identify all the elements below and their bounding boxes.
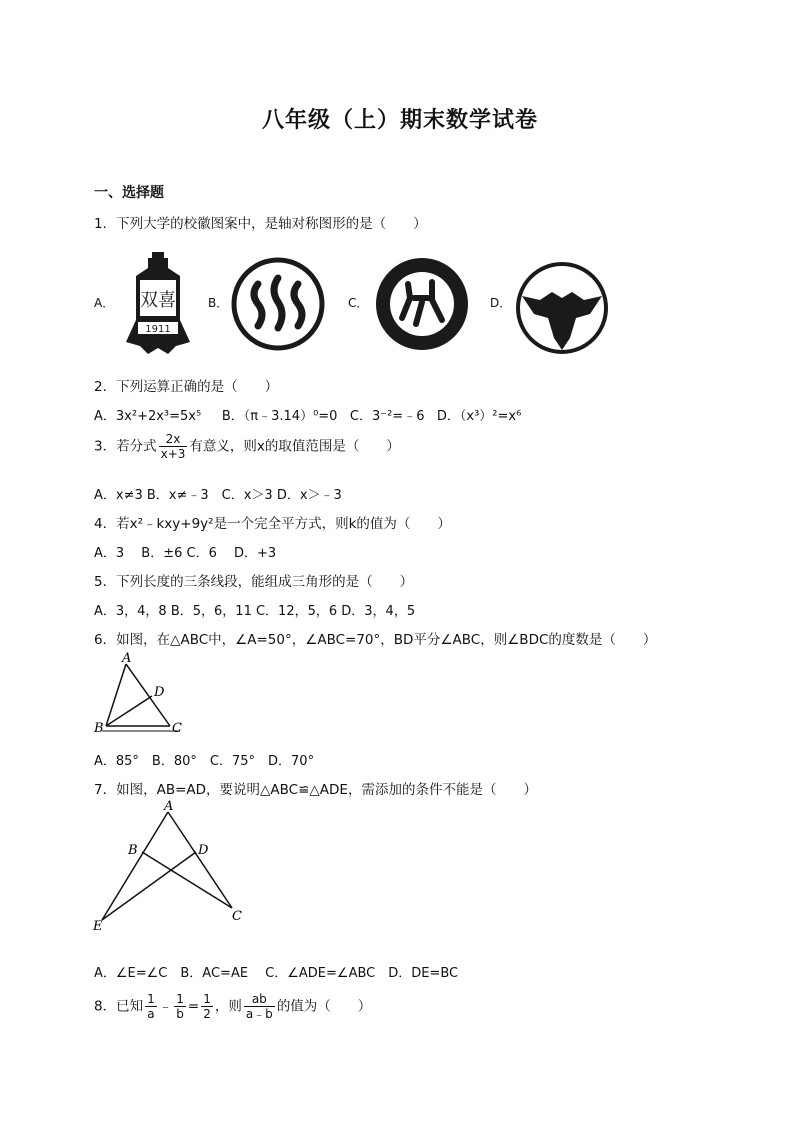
eagle-emblem-icon [512, 262, 612, 354]
q2-option-c: C．3⁻²=﹣6 [349, 409, 425, 424]
emblem-year: 1911 [145, 324, 171, 335]
q8-f4-denominator: a﹣b [245, 1007, 273, 1021]
triangles-ade-abc-figure [90, 800, 250, 935]
q1-option-d-label: D． [490, 296, 512, 310]
section-heading: 一、选择题 [94, 185, 164, 201]
q8-f3-denominator: 2 [203, 1007, 211, 1021]
page-title: 八年级（上）期末数学试卷 [261, 108, 538, 133]
wave-emblem-icon [230, 256, 326, 352]
q8-f4-numerator: ab [244, 992, 275, 1007]
q8-f2-numerator: 1 [176, 992, 184, 1006]
q8-f1-numerator: 1 [147, 992, 155, 1006]
q4-options: A．3 B．±6 C．6 D．+3 [94, 546, 277, 561]
emblem-text: 双喜 [140, 290, 176, 311]
question-3 [94, 432, 400, 461]
vertex-a-label: A [122, 651, 132, 666]
point-b-label: B [128, 843, 138, 858]
q2-options [94, 405, 521, 424]
q2-option-a: A．3x²+2x³=5x⁵ [94, 409, 202, 424]
question-7: 7．如图，AB=AD，要说明△ABC≌△ADE，需添加的条件不能是（ ） [94, 782, 537, 798]
question-2: 2．下列运算正确的是（ ） [94, 379, 279, 395]
q8-fraction-3 [201, 992, 213, 1021]
q8-fraction-4 [244, 992, 275, 1021]
q1-option-c-label: C． [348, 296, 369, 310]
q3-suffix: 有意义，则x的取值范围是（ ） [189, 438, 400, 455]
point-d-label: D [198, 843, 209, 858]
question-5: 5．下列长度的三条线段，能组成三角形的是（ ） [94, 574, 414, 590]
question-4: 4．若x²﹣kxy+9y²是一个完全平方式，则k的值为（ ） [94, 516, 451, 532]
q8-f1-denominator: a [147, 1007, 155, 1021]
q1-option-b-label: B． [208, 296, 229, 310]
vertex-a-label: A [164, 800, 174, 814]
q8-prefix: 8．已知 [94, 998, 144, 1015]
q2-option-d: D．（x³）²=x⁶ [436, 409, 522, 424]
question-6: 6．如图，在△ABC中，∠A=50°，∠ABC=70°，BD平分∠ABC，则∠BDC的度数是（ ） [94, 632, 657, 648]
q7-options: A．∠E=∠C B．AC=AE C．∠ADE=∠ABC D．DE=BC [94, 966, 459, 981]
q6-options: A．85° B．80° C．75° D．70° [94, 754, 315, 769]
q8-suffix: 的值为（ ） [276, 998, 372, 1015]
vertex-b-label: B [94, 721, 104, 736]
q8-fraction-1 [145, 992, 157, 1021]
question-8 [94, 992, 371, 1021]
triangle-abc-figure [90, 650, 190, 740]
q1-option-a-label: A． [94, 296, 115, 310]
q2-option-b: B．（π﹣3.14）⁰=0 [221, 409, 338, 424]
q8-fraction-2 [174, 992, 186, 1021]
q8-f3-numerator: 1 [203, 992, 211, 1006]
vertex-c-label: C [172, 721, 182, 736]
q3-numerator: 2x [159, 432, 188, 447]
q8-f2-denominator: b [176, 1007, 184, 1021]
q3-options: A．x≠3 B．x≠﹣3 C．x＞3 D．x＞﹣3 [94, 488, 342, 503]
point-d-label: D [154, 685, 165, 700]
q8-minus: ﹣ [158, 998, 173, 1015]
question-1: 1．下列大学的校徽图案中，是轴对称图形的是（ ） [94, 216, 427, 232]
q3-fraction [159, 432, 188, 461]
q3-denominator: x+3 [160, 447, 186, 461]
vertex-e-label: E [93, 919, 103, 934]
peking-emblem-icon [372, 254, 472, 354]
q8-middle: ，则 [214, 998, 242, 1015]
q8-equals: = [187, 998, 200, 1015]
bell-emblem-icon [118, 250, 198, 355]
q3-prefix: 3．若分式 [94, 438, 157, 455]
q5-options: A．3，4，8 B．5，6，11 C．12，5，6 D．3，4，5 [94, 604, 416, 619]
vertex-c-label: C [232, 909, 242, 924]
